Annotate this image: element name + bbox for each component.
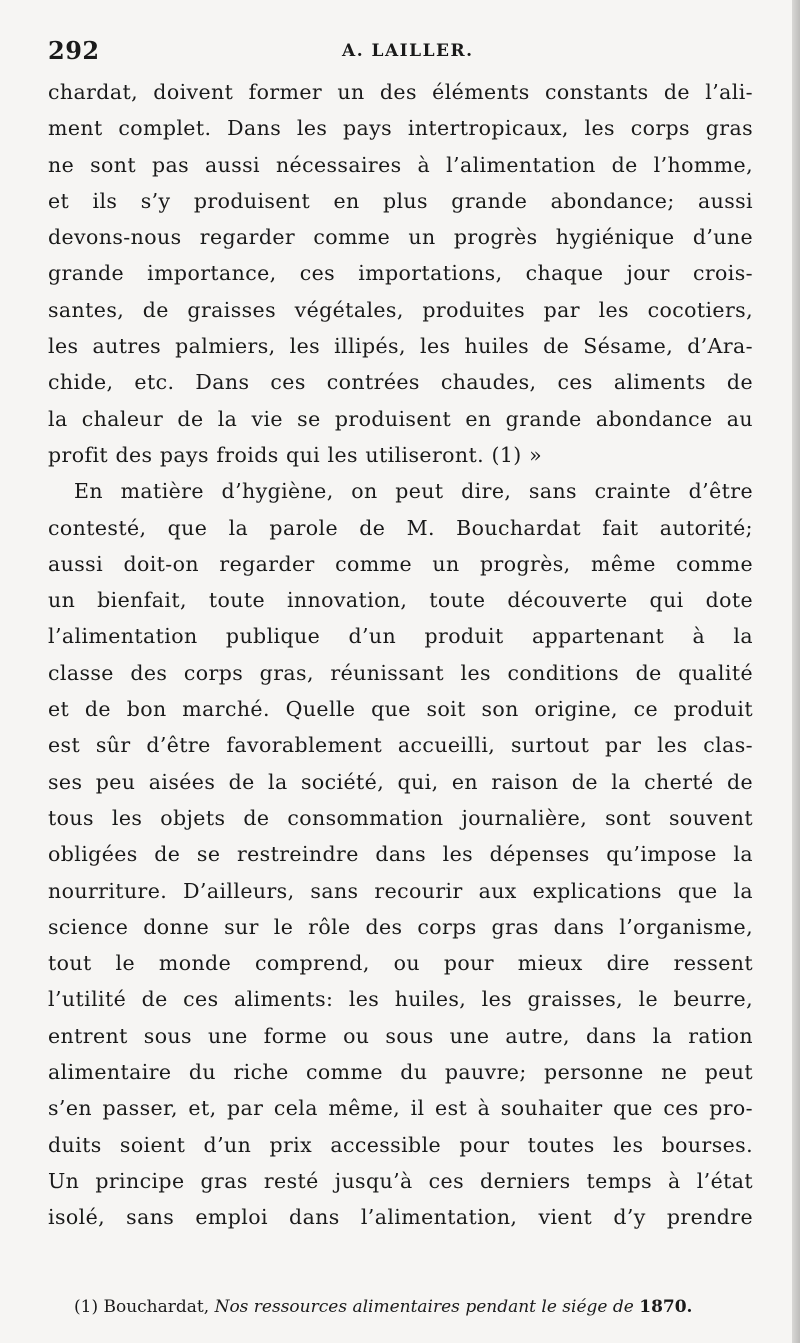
footnote-book-title: Nos ressources alimentaires pendant le siége de	[214, 1297, 634, 1317]
text-line: l’utilité de ces aliments: les huiles, les graisses, le beurre,	[48, 987, 753, 1012]
text-line: santes, de graisses végétales, produites par les cocotiers,	[48, 297, 753, 322]
text-line: chardat, doivent former un des éléments constants de l’ali-	[48, 80, 753, 104]
text-line: Un principe gras resté jusqu’à ces derniers temps à l’état	[48, 1168, 753, 1193]
text-line: obligées de se restreindre dans les dépenses qu’impose la	[48, 842, 753, 867]
text-line: chide, etc. Dans ces contrées chaudes, ces aliments de	[48, 370, 753, 395]
body-text	[48, 74, 753, 1236]
text-line: un bienfait, toute innovation, toute découverte qui dote	[48, 588, 753, 613]
text-line: duits soient d’un prix accessible pour toutes les bourses.	[48, 1132, 753, 1157]
page-number: 292	[48, 36, 100, 65]
text-line: ne sont pas aussi nécessaires à l’alimentation de l’homme,	[48, 152, 753, 177]
text-line: profit des pays froids qui les utiliseront. (1) »	[48, 442, 543, 467]
footnote-year: 1870.	[639, 1297, 693, 1317]
text-line: l’alimentation publique d’un produit appartenant à la	[48, 624, 753, 649]
page-header	[48, 36, 753, 66]
footnote	[74, 1297, 754, 1317]
text-line: isolé, sans emploi dans l’alimentation, vient d’y prendre	[48, 1205, 753, 1230]
text-line: tous les objets de consommation journalière, sont souvent	[48, 805, 753, 830]
text-line: alimentaire du riche comme du pauvre; personne ne peut	[48, 1060, 753, 1085]
text-line: tout le monde comprend, ou pour mieux dire ressent	[48, 951, 753, 976]
text-line: est sûr d’être favorablement accueilli, surtout par les clas-	[48, 733, 753, 758]
text-line: s’en passer, et, par cela même, il est à souhaiter que ces pro-	[48, 1096, 753, 1121]
text-line: devons-nous regarder comme un progrès hygiénique d’une	[48, 225, 753, 250]
text-line: et ils s’y produisent en plus grande abondance; aussi	[48, 188, 753, 213]
footnote-reference: (1) Bouchardat,	[74, 1297, 210, 1317]
text-line: En matière d’hygiène, on peut dire, sans crainte d’être	[74, 479, 753, 504]
text-line: ment complet. Dans les pays intertropicaux, les corps gras	[48, 116, 753, 141]
text-line: science donne sur le rôle des corps gras dans l’organisme,	[48, 914, 753, 939]
page-edge	[792, 0, 800, 1343]
text-line: contesté, que la parole de M. Bouchardat fait autorité;	[48, 515, 753, 540]
text-line: classe des corps gras, réunissant les conditions de qualité	[48, 660, 753, 685]
text-line: nourriture. D’ailleurs, sans recourir aux explications que la	[48, 878, 753, 903]
text-line: aussi doit-on regarder comme un progrès, même comme	[48, 551, 753, 576]
running-head: A. LAILLER.	[342, 41, 474, 61]
text-line: la chaleur de la vie se produisent en grande abondance au	[48, 406, 753, 431]
text-line: grande importance, ces importations, chaque jour crois-	[48, 261, 753, 286]
text-line: ses peu aisées de la société, qui, en raison de la cherté de	[48, 769, 753, 794]
text-line: et de bon marché. Quelle que soit son origine, ce produit	[48, 697, 753, 722]
text-line: entrent sous une forme ou sous une autre, dans la ration	[48, 1023, 753, 1048]
text-line: les autres palmiers, les illipés, les huiles de Sésame, d’Ara-	[48, 334, 753, 359]
